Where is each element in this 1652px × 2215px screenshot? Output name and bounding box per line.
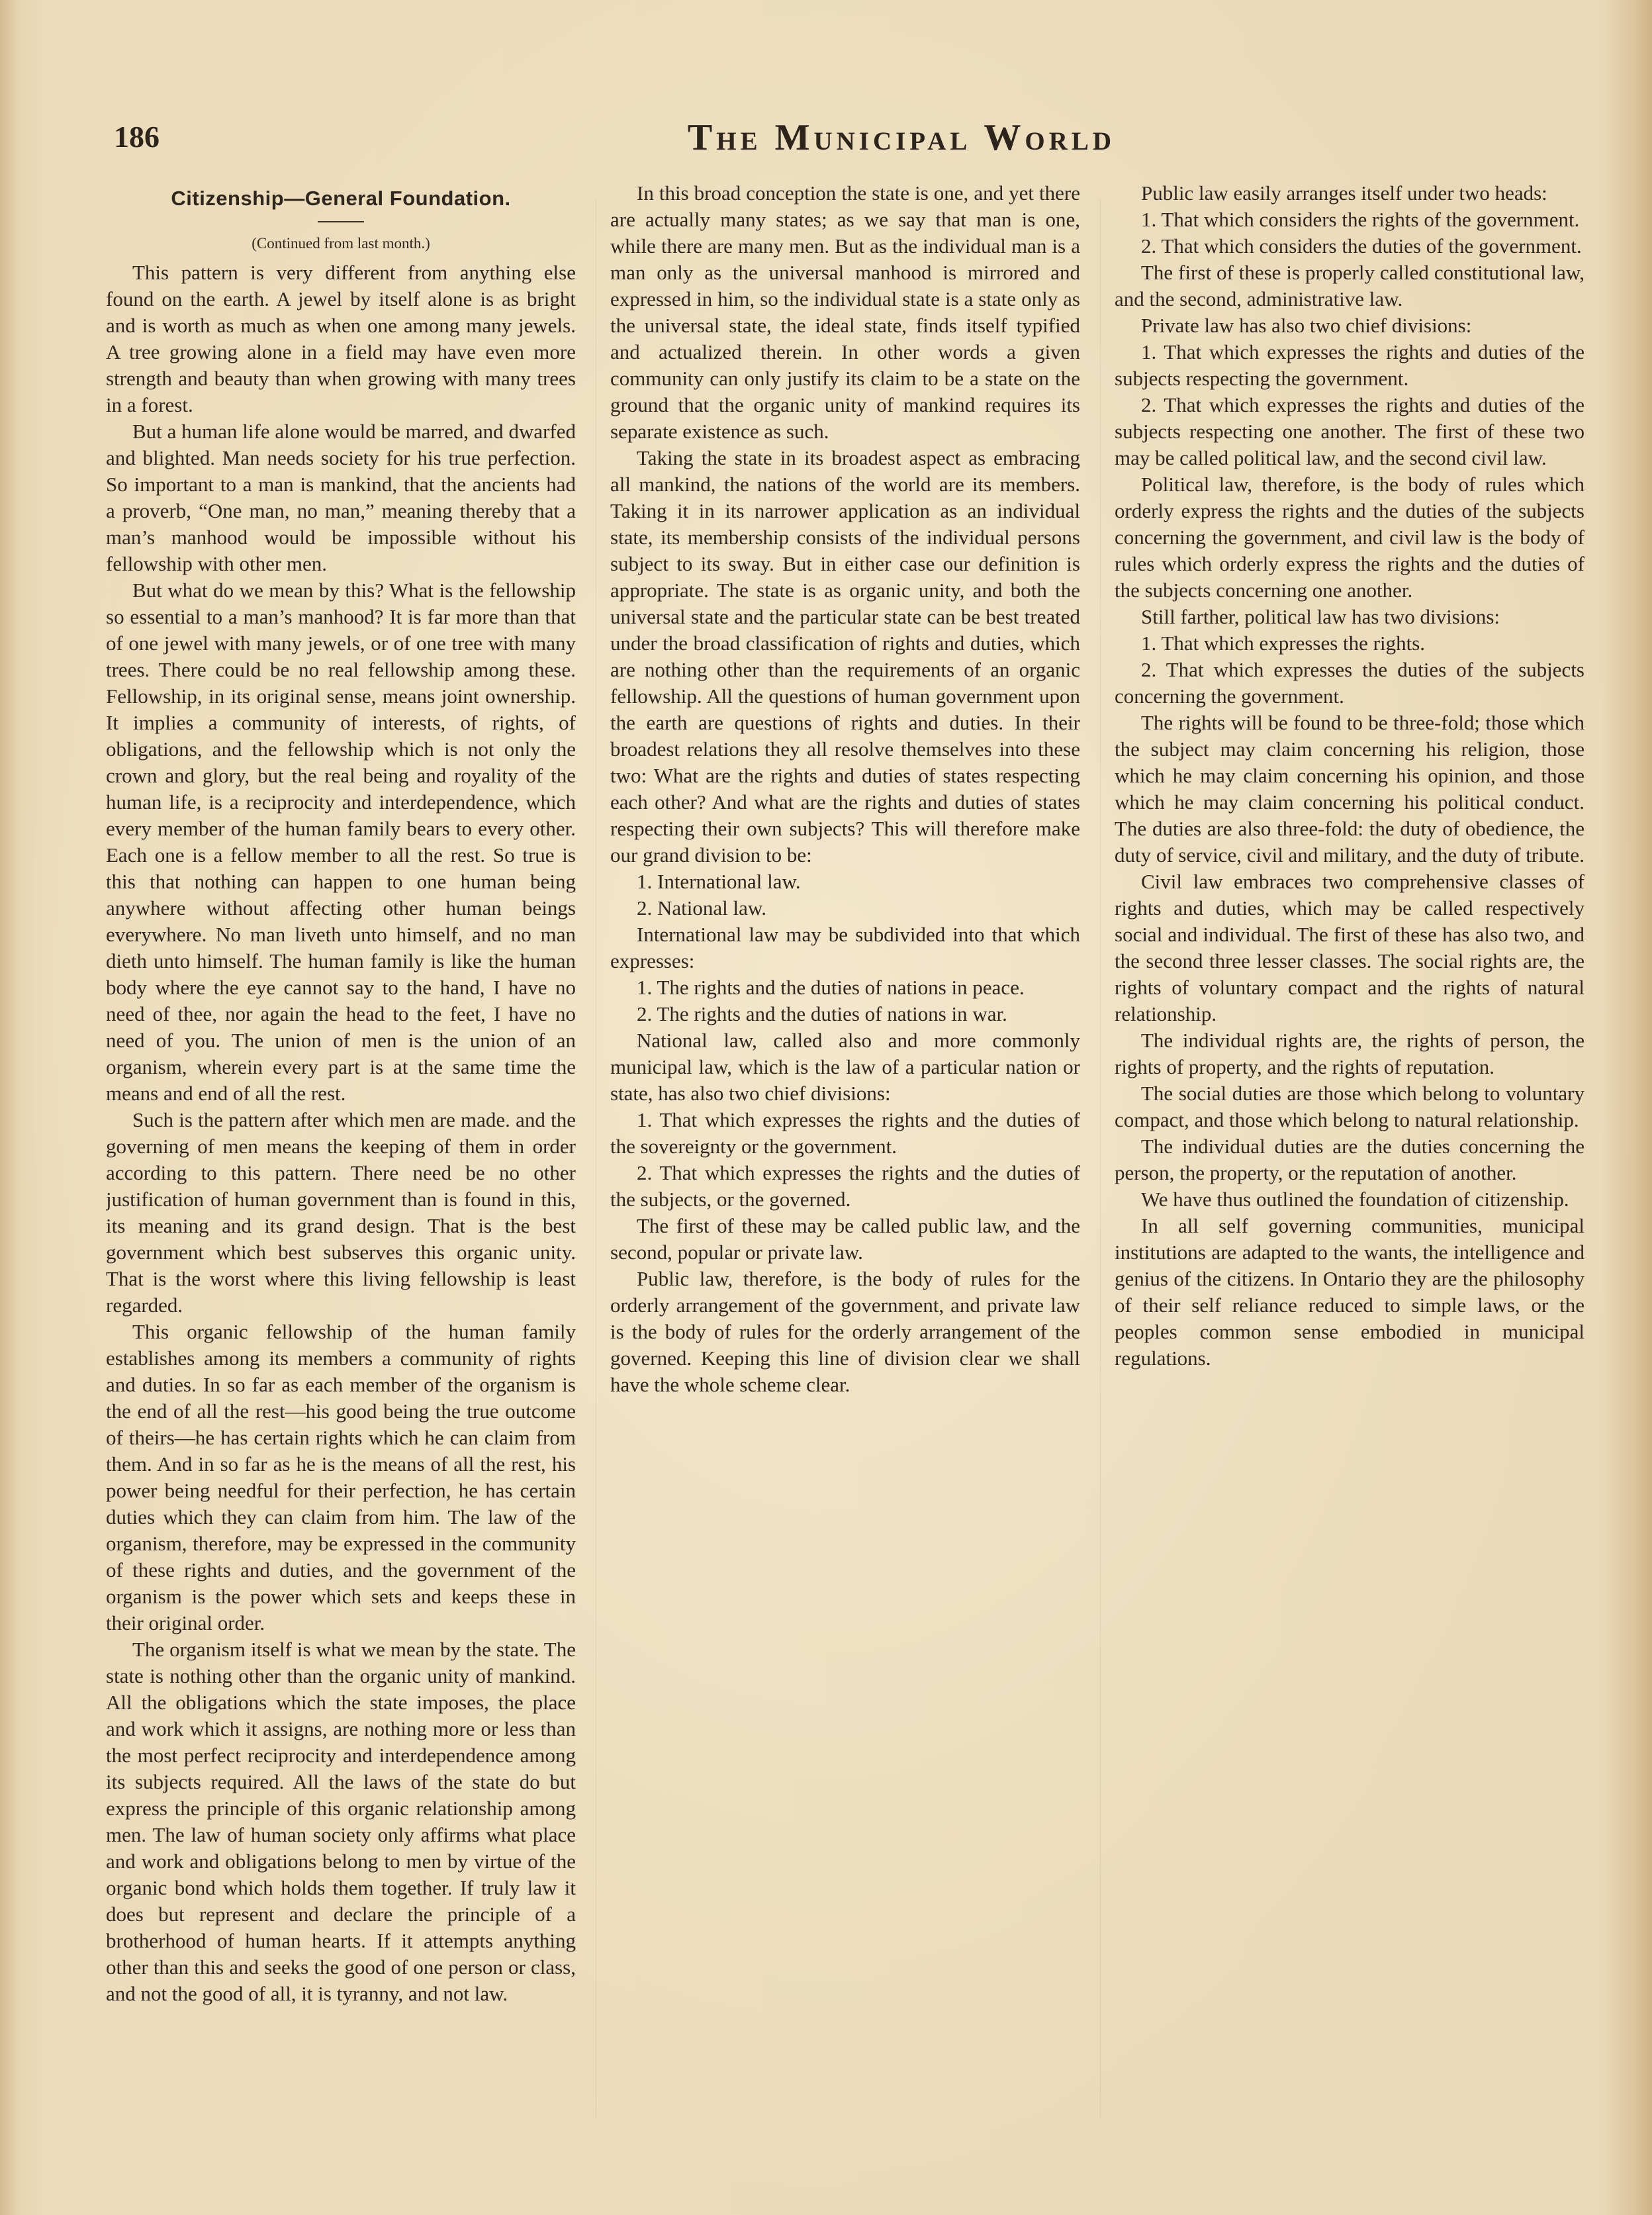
paragraph: This organic fellowship of the human family establishes among its members a community of rights and duties. In so far as each member of the organism is the end of all the rest—his good being the true outcome of theirs—he has certain rights which he can claim from them. And in so far as he is the means of all the rest, his power being needful for their perfection, he has certain duties which they can claim from him. The law of the organism, therefore, may be expressed in the community of these rights and duties, and the government of the organism is the power which sets and keeps these in their original order. xyxy=(106,1320,576,1634)
paragraph: The social duties are those which belong to voluntary compact, and those which belong to natural relationship. xyxy=(1115,1082,1584,1131)
paragraph: Political law, therefore, is the body of rules which orderly express the rights and the duties of the subjects concerning the government, and civil law is the body of rules which orderly express the rights and the duties of the subjects concerning one another. xyxy=(1115,473,1584,602)
publication-title: The Municipal World xyxy=(687,117,1116,158)
paragraph: In this broad conception the state is one, and yet there are actually many states; as we say that man is one, while there are many men. But as the individual man is a man only as the universal manhood is mirrored and expressed in him, so the individual state is a state only as the universal state, the ideal state, finds itself typified and actualized therein. In other words a given community can only justify its claim to be a state on the ground that the organic unity of mankind requires its separate existence as such. xyxy=(610,181,1080,443)
article-title: Citizenship—General Foundation. xyxy=(171,187,511,210)
text-column-1 xyxy=(106,180,576,2159)
paragraph: International law may be subdivided into that which expresses: xyxy=(610,923,1080,972)
list-item: 1. That which expresses the rights. xyxy=(1141,632,1426,655)
continued-note: (Continued from last month.) xyxy=(252,235,430,252)
list-item: 1. The rights and the duties of nations in peace. xyxy=(637,976,1025,999)
page-header xyxy=(114,113,1543,159)
paragraph: The rights will be found to be three-fold; those which the subject may claim concerning his religion, those which he may claim concerning his opinion, and those which he may claim concerning his political conduct. The duties are also three-fold: the duty of obedience, the duty of service, civil and military, and the duty of tribute. xyxy=(1115,711,1584,867)
text-column-2 xyxy=(610,180,1080,2159)
title-rule xyxy=(318,221,364,222)
paragraph: The individual duties are the duties concerning the person, the property, or the reputation of another. xyxy=(1115,1135,1584,1184)
paragraph: Still farther, political law has two divisions: xyxy=(1141,605,1500,628)
paragraph: But a human life alone would be marred, and dwarfed and blighted. Man needs society for his true perfection. So important to a man is mankind, that the ancients had a proverb, “One man, no man,” meaning thereby that a man’s manhood would be impossible without his fellowship with other men. xyxy=(106,420,576,575)
paragraph: Such is the pattern after which men are made. and the governing of men means the keeping of them in order according to this pattern. There need be no other justification of human government than is found in this, its meaning and its grand design. That is the best government which best subserves this organic unity. That is the worst where this living fellowship is least regarded. xyxy=(106,1108,576,1317)
paragraph: In all self governing communities, municipal institutions are adapted to the wants, the intelligence and genius of the citizens. In Ontario they are the philosophy of their self reliance reduced to simple laws, or the peoples common sense embodied in municipal regulations. xyxy=(1115,1214,1584,1370)
list-item: 1. That which considers the rights of the government. xyxy=(1141,208,1580,231)
list-item: 1. International law. xyxy=(637,870,801,893)
paragraph: The organism itself is what we mean by the state. The state is nothing other than the organic unity of mankind. All the obligations which the state imposes, the place and work which it assigns, are nothing more or less than the most perfect reciprocity and interdependence among its subjects required. All the laws of the state do but express the principle of this organic relationship among men. The law of human society only affirms what place and work and obligations belong to men by virtue of the organic bond which holds them together. If truly law it does but represent and declare the principle of a brotherhood of human hearts. If it attempts anything other than this and seeks the good of one person or class, and not the good of all, it is tyranny, and not law. xyxy=(106,1638,576,2005)
paragraph: The individual rights are, the rights of person, the rights of property, and the rights of reputation. xyxy=(1115,1029,1584,1078)
list-item: 2. That which expresses the duties of the subjects concerning the government. xyxy=(1115,658,1584,708)
text-column-3 xyxy=(1115,180,1584,2159)
list-item: 1. That which expresses the rights and the duties of the sovereignty or the government. xyxy=(610,1108,1080,1158)
list-item: 2. National law. xyxy=(637,896,766,919)
paragraph: Civil law embraces two comprehensive classes of rights and duties, which may be called respectively social and individual. The first of these has also two, and the second three lesser classes. The social rights are, the rights of voluntary compact and the rights of natural relationship. xyxy=(1115,870,1584,1025)
list-item: 2. That which expresses the rights and the duties of the subjects, or the governed. xyxy=(610,1161,1080,1211)
paragraph: Public law easily arranges itself under two heads: xyxy=(1141,181,1547,205)
paragraph: This pattern is very different from anything else found on the earth. A jewel by itself alone is as bright and is worth as much as when one among many jewels. A tree growing alone in a field may have even more strength and beauty than when growing with many trees in a forest. xyxy=(106,261,576,416)
paragraph: National law, called also and more commonly municipal law, which is the law of a particular nation or state, has also two chief divisions: xyxy=(610,1029,1080,1105)
list-item: 2. The rights and the duties of nations in war. xyxy=(637,1002,1007,1025)
list-item: 2. That which expresses the rights and duties of the subjects respecting one another. The first of these two may be called political law, and the second civil law. xyxy=(1115,393,1584,469)
paragraph: The first of these may be called public law, and the second, popular or private law. xyxy=(610,1214,1080,1264)
paragraph: Taking the state in its broadest aspect as embracing all mankind, the nations of the world are its members. Taking it in its narrower application as an individual state, its membership consists of the individual persons subject to its sway. But in either case our definition is appropriate. The state is as organic unity, and both the universal state and the particular state can be best treated under the broad classification of rights and duties, which are nothing other than the requirements of an organic fellowship. All the questions of human government upon the earth are questions of rights and duties. In their broadest relations they all resolve themselves into these two: What are the rights and duties of states respecting each other? And what are the rights and duties of states respecting their own subjects? This will therefore make our grand division to be: xyxy=(610,446,1080,867)
paragraph: But what do we mean by this? What is the fellowship so essential to a man’s manhood? It is far more than that of one jewel with many jewels, or of one tree with many trees. There could be no real fellowship among these. Fellowship, in its original sense, means joint ownership. It implies a community of interests, of rights, of obligations, and the fellowship which is not only the crown and glory, but the real being and royality of the human life, is a reciprocity and interdependence, which every member of the human family bears to every other. Each one is a fellow member to all the rest. So true is this that nothing can happen to one human being anywhere without affecting other human beings everywhere. No man liveth unto himself, and no man dieth unto himself. The human family is like the human body where the eye cannot say to the hand, I have no need of thee, nor again the head to the feet, I have no need of you. The union of men is the union of an organism, wherein every part is at the same time the means and end of all the rest. xyxy=(106,579,576,1105)
paragraph: We have thus outlined the foundation of citizenship. xyxy=(1141,1188,1569,1211)
paragraph: Public law, therefore, is the body of rules for the orderly arrangement of the government, and private law is the body of rules for the orderly arrangement of the governed. Keeping this line of division clear we shall have the whole scheme clear. xyxy=(610,1267,1080,1396)
list-item: 1. That which expresses the rights and duties of the subjects respecting the government. xyxy=(1115,340,1584,390)
list-item: 2. That which considers the duties of the government. xyxy=(1141,234,1582,258)
paragraph: The first of these is properly called constitutional law, and the second, administrative law. xyxy=(1115,261,1584,310)
paragraph: Private law has also two chief divisions: xyxy=(1141,314,1472,337)
page-number: 186 xyxy=(114,120,160,154)
column-divider xyxy=(1100,199,1101,2118)
